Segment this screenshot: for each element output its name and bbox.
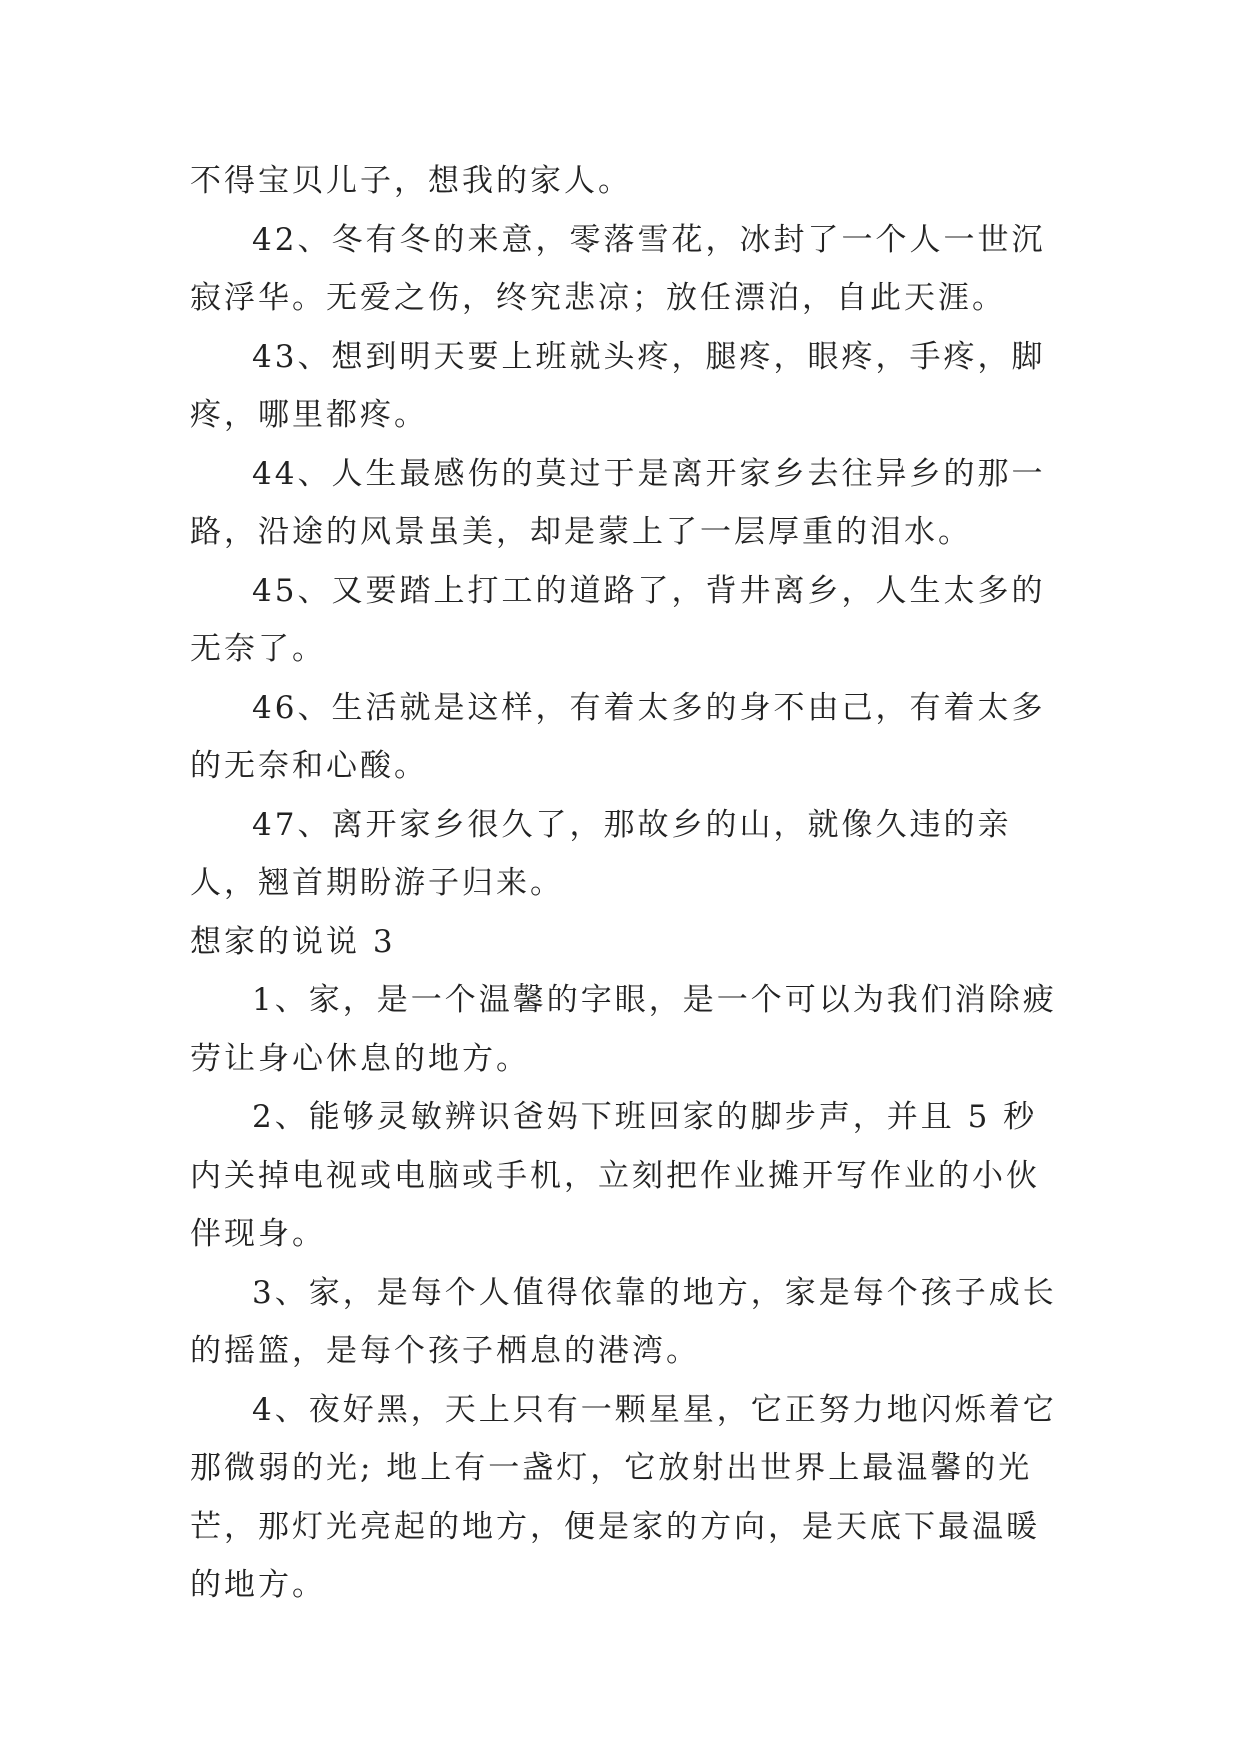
section-heading: 想家的说说 3: [190, 923, 396, 960]
paragraph-44: 44、人生最感伤的莫过于是离开家乡去往异乡的那一路，沿途的风景虽美，却是蒙上了一层厚重的泪水。: [190, 455, 1046, 550]
paragraph-2: 2、能够灵敏辨识爸妈下班回家的脚步声，并且 5 秒内关掉电视或电脑或手机，立刻把作业摊开写作业的小伙伴现身。: [190, 1099, 1040, 1252]
paragraph-47: 47、离开家乡很久了，那故乡的山，就像久违的亲人，翘首期盼游子归来。: [190, 806, 1012, 901]
paragraph-continuation: 不得宝贝儿子，想我的家人。: [190, 163, 632, 199]
paragraph-3: 3、家，是每个人值得依靠的地方，家是每个孩子成长的摇篮，是每个孩子栖息的港湾。: [190, 1274, 1057, 1369]
paragraph-43: 43、想到明天要上班就头疼，腿疼，眼疼，手疼，脚疼，哪里都疼。: [190, 338, 1046, 433]
paragraph-4: 4、夜好黑，天上只有一颗星星，它正努力地闪烁着它那微弱的光; 地上有一盏灯，它放射出世界上最温馨的光芒，那灯光亮起的地方，便是家的方向，是天底下最温暖的地方。: [190, 1391, 1057, 1603]
paragraph-1: 1、家，是一个温馨的字眼，是一个可以为我们消除疲劳让身心休息的地方。: [190, 982, 1057, 1077]
paragraph-42: 42、冬有冬的来意，零落雪花，冰封了一个人一世沉寂浮华。无爱之伤，终究悲凉；放任漂泊，自此天涯。: [190, 221, 1046, 316]
paragraph-46: 46、生活就是这样，有着太多的身不由己，有着太多的无奈和心酸。: [190, 689, 1046, 784]
document-body: [190, 152, 1070, 1615]
paragraph-45: 45、又要踏上打工的道路了，背井离乡，人生太多的无奈了。: [190, 572, 1046, 667]
